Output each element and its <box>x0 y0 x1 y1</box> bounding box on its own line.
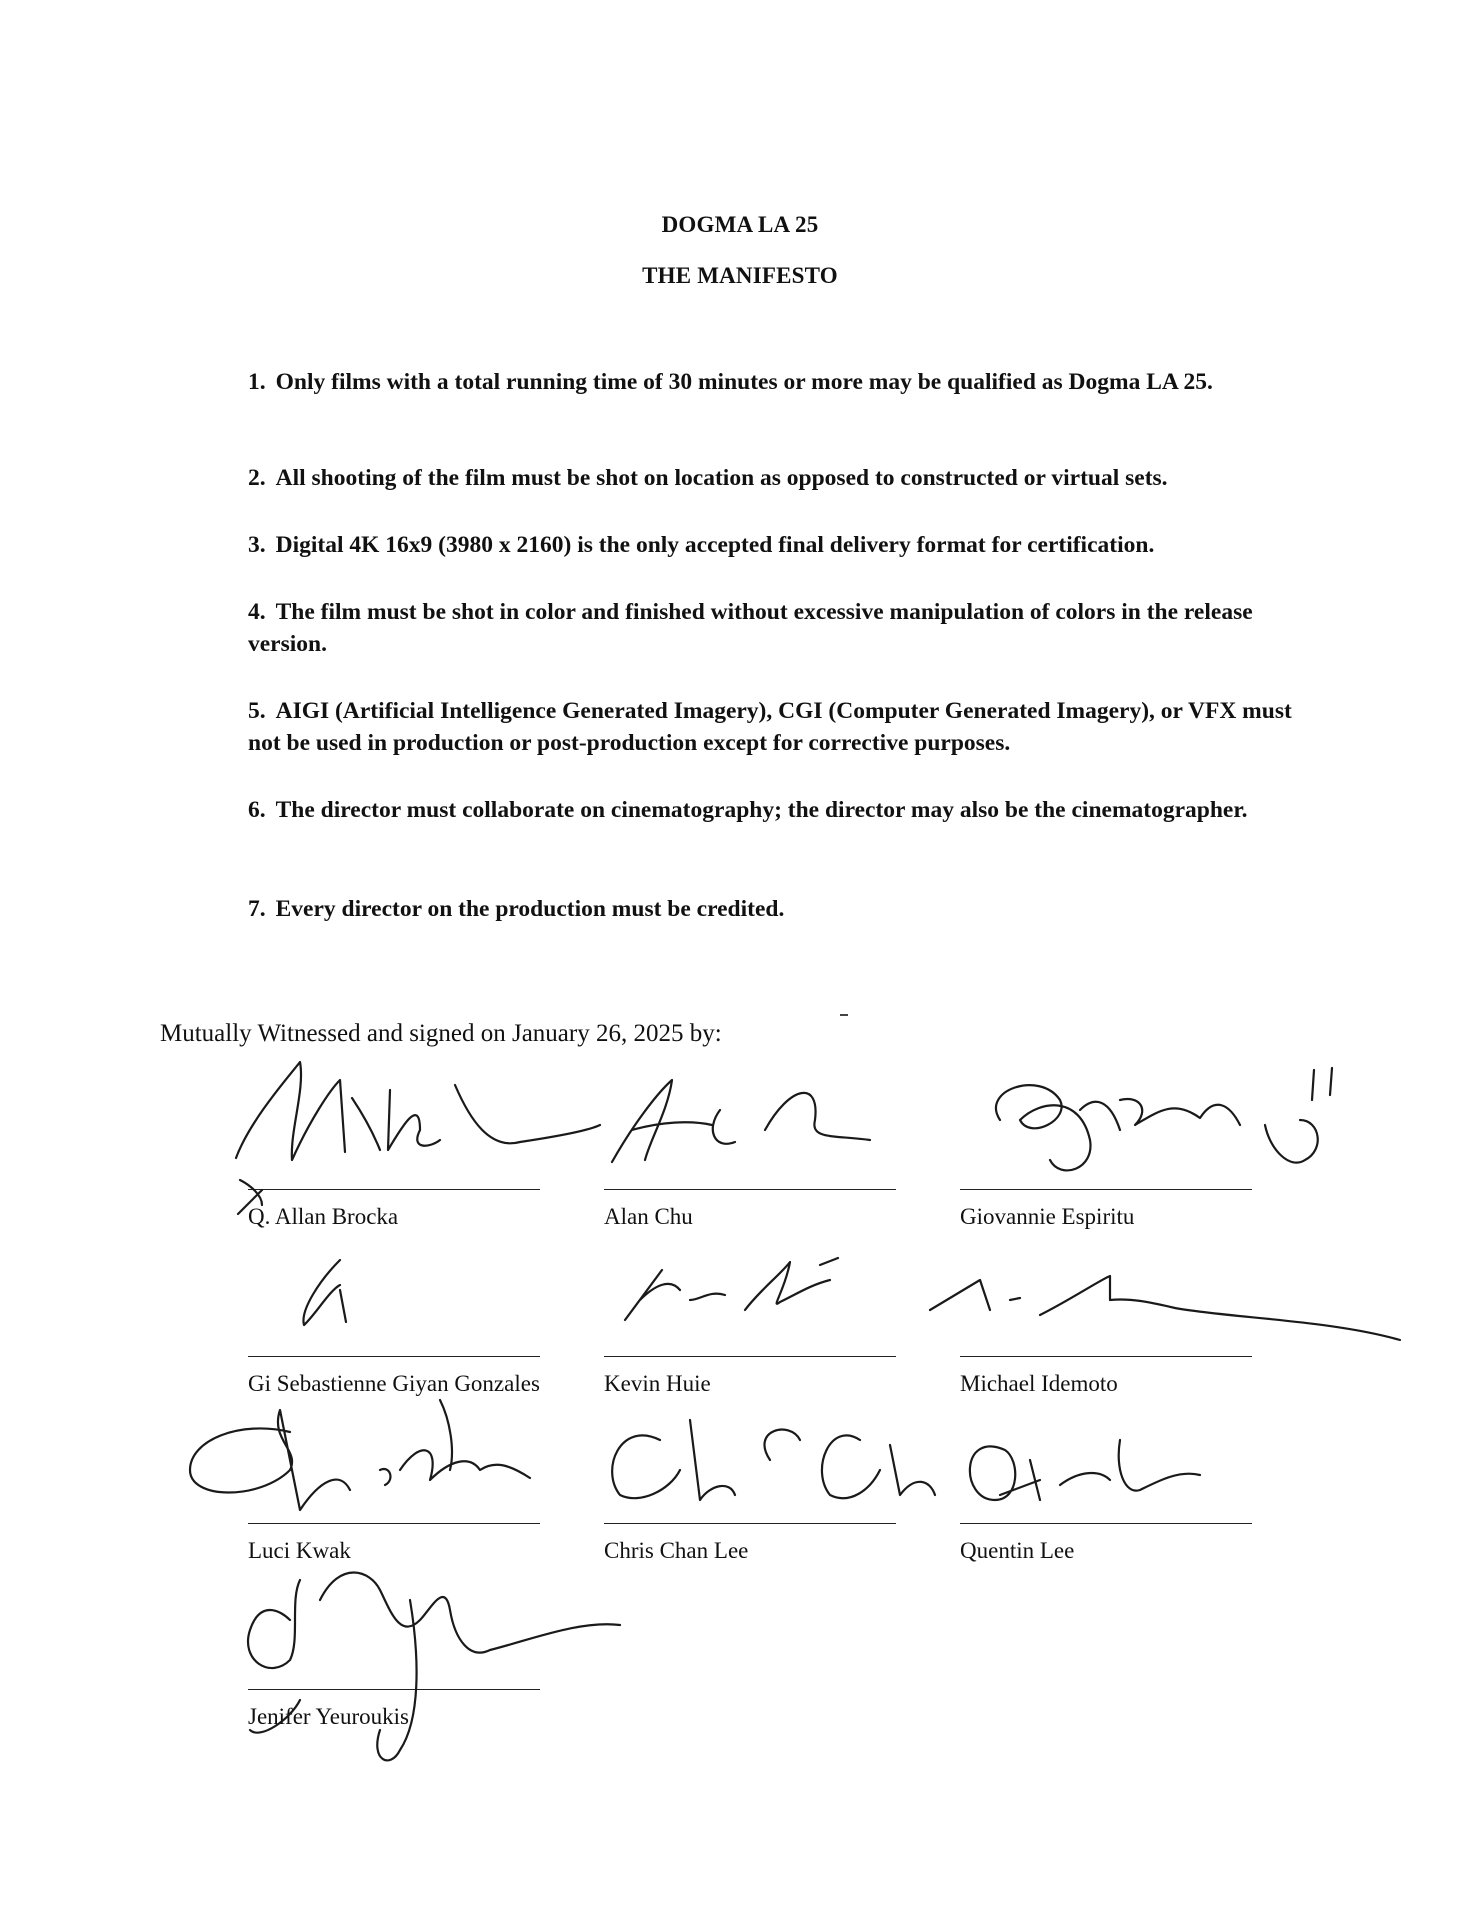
rule-text: AIGI (Artificial Intelligence Generated Imagery), CGI (Computer Generated Imagery), or VFX must not be used in production or post-production except for corrective purposes. <box>248 698 1292 756</box>
signatory-name: Giovannie Espiritu <box>960 1204 1135 1229</box>
rule-text: Digital 4K 16x9 (3980 x 2160) is the only accepted final delivery format for certification. <box>275 532 1155 558</box>
signatory-name: Gi Sebastienne Giyan Gonzales <box>248 1371 540 1396</box>
rule-number: 4. <box>248 599 266 625</box>
signatory-name: Jenifer Yeuroukis <box>248 1704 409 1729</box>
signature-line <box>248 1523 540 1524</box>
signature-line <box>248 1189 540 1190</box>
signature-block <box>248 1444 540 1564</box>
signature-line <box>604 1189 896 1190</box>
signature-block <box>248 1610 540 1730</box>
rule-number: 6. <box>248 797 266 823</box>
signatory-name: Quentin Lee <box>960 1538 1075 1563</box>
signature-line <box>960 1356 1252 1357</box>
signature-line <box>248 1689 540 1690</box>
rule-item <box>248 462 1308 494</box>
rule-item <box>248 893 1308 925</box>
signature-block <box>960 1277 1252 1397</box>
signatory-name: Q. Allan Brocka <box>248 1204 399 1229</box>
rule-item <box>248 794 1308 826</box>
rule-text: The director must collaborate on cinematography; the director may also be the cinematographer. <box>275 797 1248 823</box>
signature-line <box>960 1523 1252 1524</box>
signature-block <box>604 1444 896 1564</box>
document-title: DOGMA LA 25 <box>661 212 819 237</box>
signature-block <box>248 1277 540 1397</box>
rule-item <box>248 529 1308 561</box>
signatory-name: Kevin Huie <box>604 1371 711 1396</box>
rule-text: Every director on the production must be credited. <box>275 896 785 922</box>
rule-text: The film must be shot in color and finished without excessive manipulation of colors in the release version. <box>248 599 1253 657</box>
rule-number: 3. <box>248 532 266 558</box>
rule-item <box>248 695 1308 759</box>
signature-block <box>248 1110 540 1230</box>
stray-mark <box>840 1014 848 1016</box>
signature-block <box>604 1277 896 1397</box>
document-subtitle: THE MANIFESTO <box>642 263 838 288</box>
signatory-name: Luci Kwak <box>248 1538 351 1563</box>
signatory-name: Michael Idemoto <box>960 1371 1118 1396</box>
rule-number: 7. <box>248 896 266 922</box>
rule-item <box>248 596 1308 660</box>
signatory-name: Alan Chu <box>604 1204 693 1229</box>
signature-line <box>604 1523 896 1524</box>
signature-block <box>960 1444 1252 1564</box>
signature-block <box>604 1110 896 1230</box>
signature-line <box>248 1356 540 1357</box>
rule-number: 1. <box>248 369 266 395</box>
witness-statement: Mutually Witnessed and signed on January 26, 2025 by: <box>160 1020 722 1047</box>
rule-item <box>248 366 1308 398</box>
rule-text: Only films with a total running time of 30 minutes or more may be qualified as Dogma LA 25. <box>275 369 1213 395</box>
rule-text: All shooting of the film must be shot on location as opposed to constructed or virtual sets. <box>275 465 1168 491</box>
signature-block <box>960 1110 1252 1230</box>
signature-line <box>960 1189 1252 1190</box>
signatory-name: Chris Chan Lee <box>604 1538 749 1563</box>
signature-line <box>604 1356 896 1357</box>
rule-number: 2. <box>248 465 266 491</box>
rule-number: 5. <box>248 698 266 724</box>
